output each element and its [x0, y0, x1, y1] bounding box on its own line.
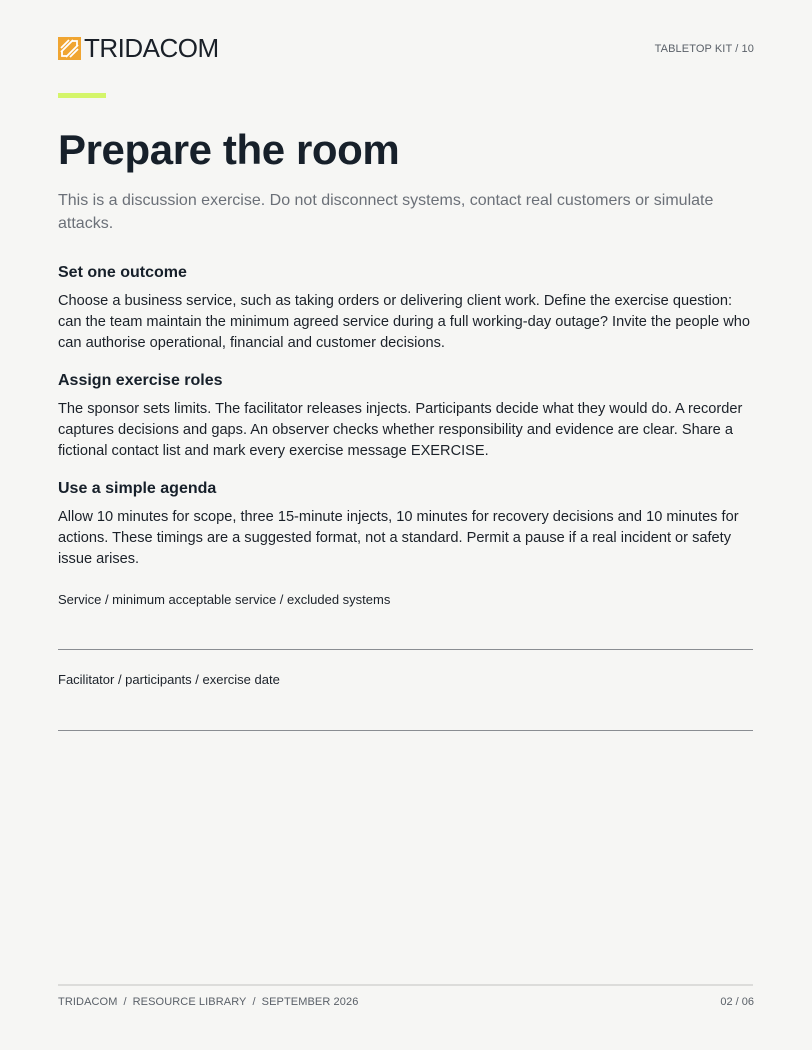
- section-set-outcome: [58, 262, 754, 354]
- footer-crumb: TRIDACOM: [58, 996, 118, 1008]
- page-title: Prepare the room: [58, 126, 400, 173]
- footer-crumb: SEPTEMBER 2026: [261, 996, 359, 1008]
- footer-divider: [58, 984, 753, 986]
- field-label: Service / minimum acceptable service / excluded systems: [58, 592, 391, 607]
- field-underline: [58, 649, 753, 650]
- accent-bar: [58, 93, 106, 98]
- logo-mark-icon: [58, 37, 81, 60]
- footer-crumb: RESOURCE LIBRARY: [132, 996, 247, 1008]
- brand-wordmark: TRIDACOM: [84, 33, 219, 63]
- section-body: Allow 10 minutes for scope, three 15-minute injects, 10 minutes for recovery decisions and 10 minutes for actions. These timings are a suggested format, not a standard. Permit a pause if a real incident or safety issue arises.: [58, 509, 739, 567]
- field-underline: [58, 730, 753, 731]
- section-heading: Use a simple agenda: [58, 480, 217, 497]
- form-field-facilitator[interactable]: [58, 672, 753, 688]
- footer-separator: /: [252, 996, 256, 1008]
- section-assign-roles: [58, 370, 754, 462]
- page-number: 02 / 06: [720, 996, 754, 1008]
- brand-logo: [58, 35, 219, 61]
- kit-label: TABLETOP KIT / 10: [654, 43, 754, 55]
- page-intro: This is a discussion exercise. Do not disconnect systems, contact real customers or simulate attacks.: [58, 192, 714, 232]
- section-body: The sponsor sets limits. The facilitator releases injects. Participants decide what they would do. A recorder captures decisions and gaps. An observer checks whether responsibility and evidence are clear. Share a fictional contact list and mark every exercise message EXERCISE.: [58, 401, 743, 459]
- field-label: Facilitator / participants / exercise date: [58, 672, 280, 687]
- section-heading: Set one outcome: [58, 264, 187, 281]
- footer-breadcrumb: [58, 996, 358, 1008]
- footer-separator: /: [123, 996, 127, 1008]
- section-body: Choose a business service, such as taking orders or delivering client work. Define the exercise question: can the team maintain the minimum agreed service during a full working-day outage? Invite the people who can authorise operational, financial and customer decisions.: [58, 293, 750, 351]
- section-heading: Assign exercise roles: [58, 372, 223, 389]
- form-field-service[interactable]: [58, 592, 753, 608]
- section-agenda: [58, 478, 754, 570]
